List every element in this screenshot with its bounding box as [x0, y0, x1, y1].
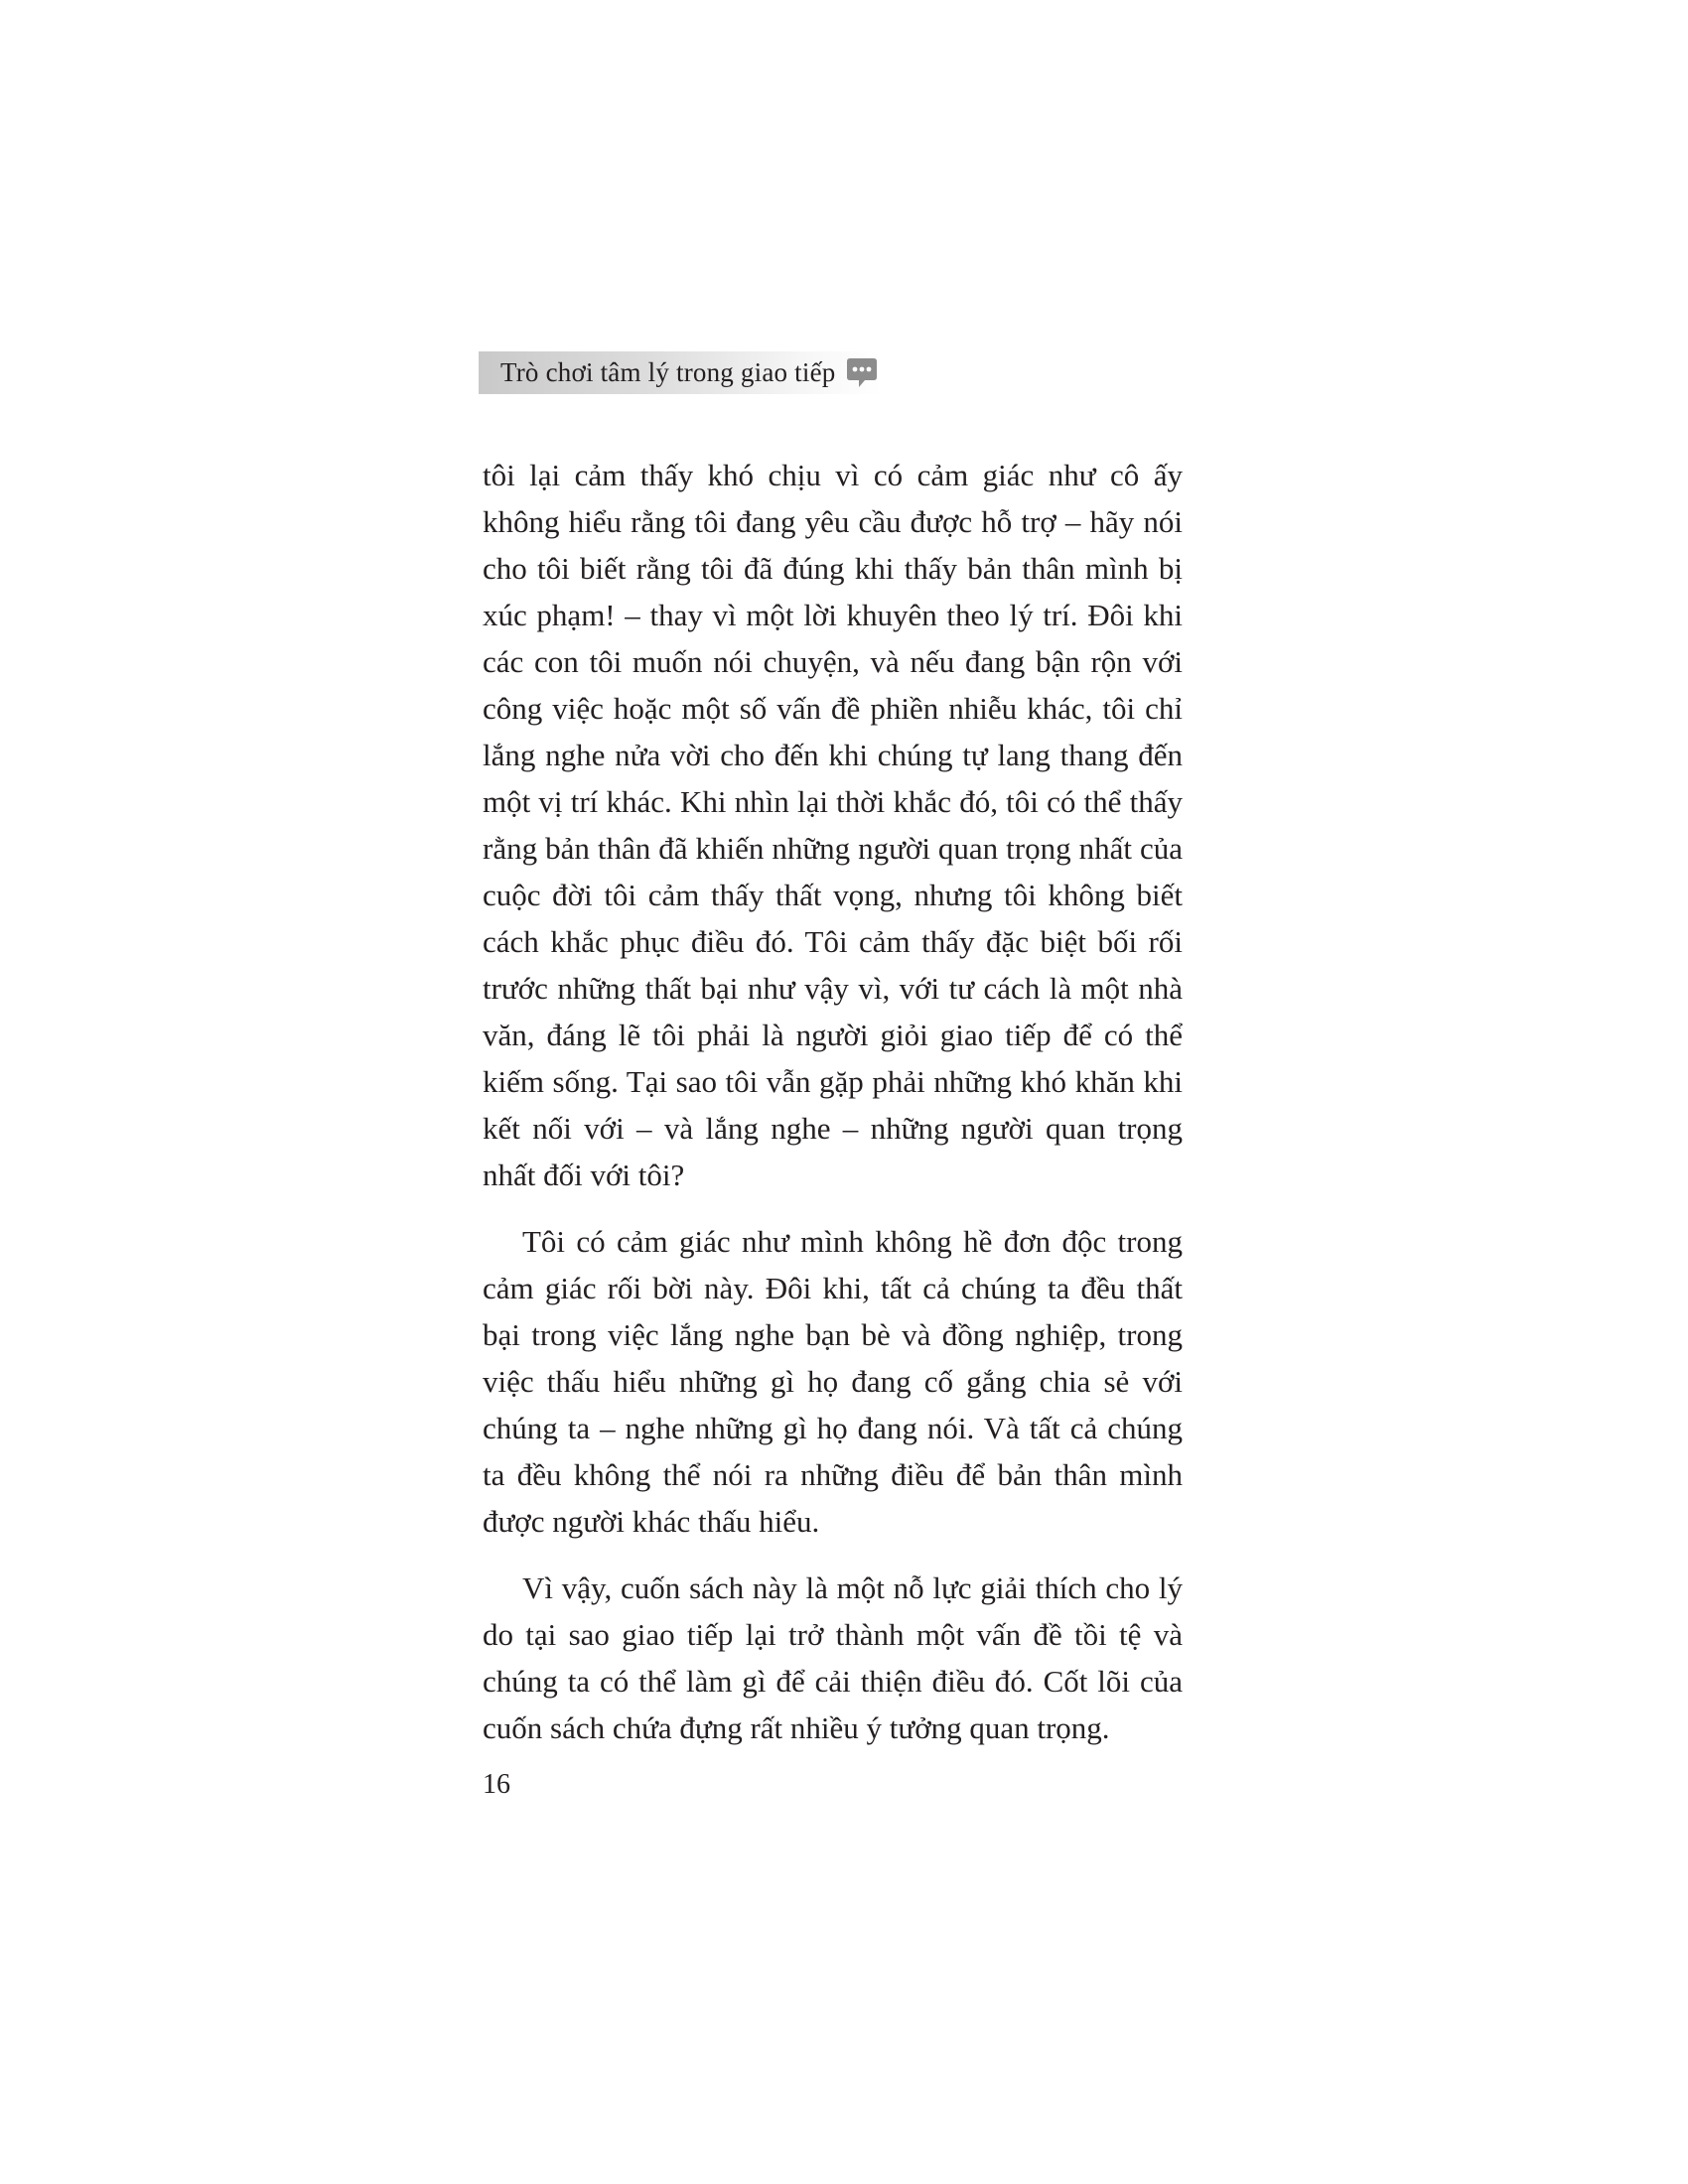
- paragraph: Tôi có cảm giác như mình không hề đơn độc trong cảm giác rối bời này. Đôi khi, tất cả chúng ta đều thất bại trong việc lắng nghe bạn bè và đồng nghiệp, trong việc thấu hiểu những gì họ đang cố gắng chia sẻ với chúng ta – nghe những gì họ đang nói. Và tất cả chúng ta đều không thể nói ra những điều để bản thân mình được người khác thấu hiểu.: [483, 1224, 1183, 1539]
- paragraph: Vì vậy, cuốn sách này là một nỗ lực giải thích cho lý do tại sao giao tiếp lại trở thành một vấn đề tồi tệ và chúng ta có thể làm gì để cải thiện điều đó. Cốt lõi của cuốn sách chứa đựng rất nhiều ý tưởng quan trọng.: [483, 1570, 1183, 1745]
- running-header-title: Trò chơi tâm lý trong giao tiếp: [500, 357, 836, 387]
- speech-bubble-icon: [845, 355, 879, 391]
- running-header: [479, 351, 881, 394]
- paragraph: tôi lại cảm thấy khó chịu vì có cảm giác như cô ấy không hiểu rằng tôi đang yêu cầu được hỗ trợ – hãy nói cho tôi biết rằng tôi đã đúng khi thấy bản thân mình bị xúc phạm! – thay vì một lời khuyên theo lý trí. Đôi khi các con tôi muốn nói chuyện, và nếu đang bận rộn với công việc hoặc một số vấn đề phiền nhiễu khác, tôi chỉ lắng nghe nửa vời cho đến khi chúng tự lang thang đến một vị trí khác. Khi nhìn lại thời khắc đó, tôi có thể thấy rằng bản thân đã khiến những người quan trọng nhất của cuộc đời tôi cảm thấy thất vọng, nhưng tôi không biết cách khắc phục điều đó. Tôi cảm thấy đặc biệt bối rối trước những thất bại như vậy vì, với tư cách là một nhà văn, đáng lẽ tôi phải là người giỏi giao tiếp để có thể kiếm sống. Tại sao tôi vẫn gặp phải những khó khăn khi kết nối với – và lắng nghe – những người quan trọng nhất đối với tôi?: [483, 458, 1183, 1192]
- page-number: 16: [483, 1769, 510, 1800]
- body-text: [483, 452, 1183, 1751]
